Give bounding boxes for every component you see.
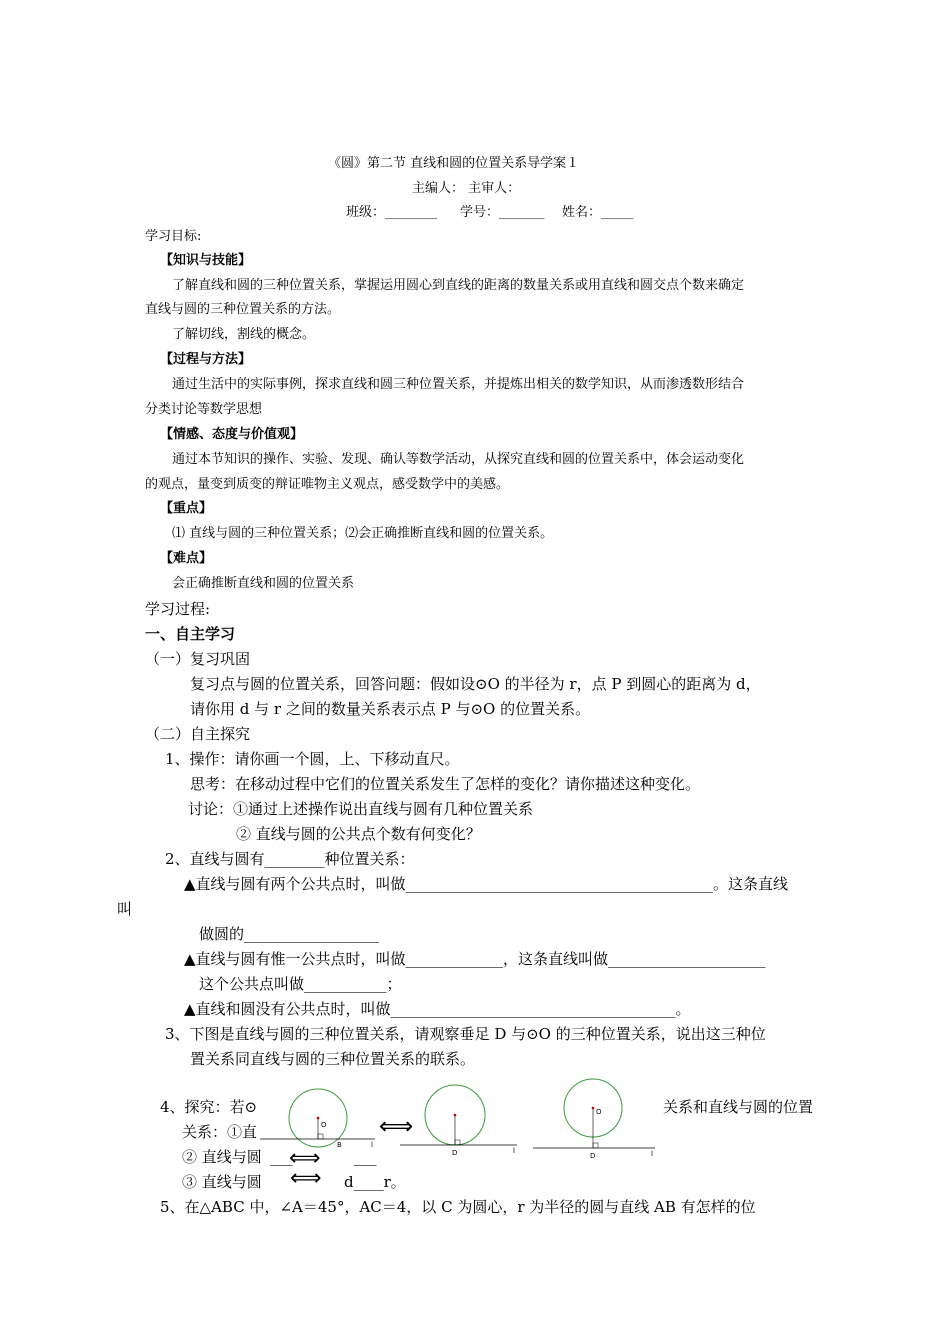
label-b-1: B: [337, 1141, 342, 1149]
right-angle-3: [593, 1143, 598, 1148]
figure-panel-separate: [533, 1079, 655, 1160]
question-4-line3: ② 直线与圆: [182, 1148, 262, 1166]
label-d-2: D: [452, 1149, 458, 1157]
question-2: 2、直线与圆有________种位置关系：: [165, 850, 415, 868]
objectives-heading: 学习目标:: [145, 229, 202, 244]
question-1-think: 思考：在移动过程中它们的位置关系发生了怎样的变化？请你描述这种变化。: [190, 775, 701, 793]
label-l-3: l: [651, 1150, 653, 1158]
page-title: 《圆》第二节 直线和圆的位置关系导学案１: [328, 156, 580, 171]
process-method-text: 通过生活中的实际事例，探求直线和圆三种位置关系，并提炼出相关的数学知识，从而渗透数形结合: [172, 377, 745, 392]
label-o-3: O: [596, 1108, 602, 1116]
question-4-right: 关系和直线与圆的位置: [663, 1098, 814, 1116]
figure-panel-tangent: [400, 1085, 517, 1157]
label-d-3: D: [590, 1152, 596, 1160]
question-4-d-r: d____r。: [344, 1173, 406, 1191]
question-2-secant-line: 做圆的__________________: [199, 925, 380, 943]
double-arrow-icon-3: ⟺: [290, 1166, 322, 1191]
knowledge-text: 了解直线和圆的三种位置关系，掌握运用圆心到直线的距离的数量关系或用直线和圆交点个数来确定: [172, 278, 745, 293]
knowledge-text-cont: 直线与圆的三种位置关系的方法。: [145, 302, 341, 317]
question-4-line2: 关系：①直: [182, 1123, 258, 1141]
label-l-1: l: [371, 1141, 373, 1149]
question-5: 5、在△ABC 中，∠A＝45°，AC＝4，以 C 为圆心，r 为半径的圆与直线 AB 有怎样的位: [160, 1198, 756, 1216]
class-field: 班级：________: [346, 205, 438, 220]
question-2-wrap: 叫: [117, 900, 133, 918]
line-circle-figure: [255, 1075, 675, 1171]
label-o-1: O: [321, 1121, 327, 1129]
question-4-line4: ③ 直线与圆: [182, 1173, 262, 1191]
emotion-heading: 【情感、态度与价值观】: [160, 427, 304, 442]
emotion-text: 通过本节知识的操作、实验、发现、确认等数学活动，从探究直线和圆的位置关系中，体会运动变化: [172, 452, 745, 467]
editors-line: 主编人： 主审人：: [412, 181, 521, 196]
question-2-secant: ▲直线与圆有两个公共点时，叫做_________________________________________。这条直线: [184, 875, 789, 893]
question-2-separate: ▲直线和圆没有公共点时，叫做______________________________________。: [184, 1000, 691, 1018]
question-3-cont: 置关系同直线与圆的三种位置关系的联系。: [190, 1050, 476, 1068]
part-review: （一）复习巩固: [145, 650, 251, 668]
key-point-text: ⑴ 直线与圆的三种位置关系；⑵会正确推断直线和圆的位置关系。: [172, 526, 554, 541]
section-self-study: 一、自主学习: [145, 625, 236, 643]
question-1-discuss: 讨论：①通过上述操作说出直线与圆有几种位置关系: [188, 800, 534, 818]
double-arrow-icon-1: ⟺: [379, 1112, 414, 1140]
difficulty-heading: 【难点】: [160, 551, 213, 566]
question-4-blank-2: ___: [354, 1148, 377, 1166]
key-point-heading: 【重点】: [160, 501, 213, 516]
knowledge-text-2: 了解切线，割线的概念。: [172, 327, 316, 342]
question-4: 4、探究：若⊙: [160, 1098, 258, 1116]
right-angle-1: [318, 1134, 323, 1139]
center-point-2: [454, 1114, 457, 1117]
question-1-discuss-2: ② 直线与圆的公共点个数有何变化？: [236, 825, 481, 843]
center-point-1: [317, 1117, 320, 1120]
question-2-tangent: ▲直线与圆有惟一公共点时，叫做_____________，这条直线叫做_____________________: [184, 950, 766, 968]
question-2-tangent-point: 这个公共点叫做___________；: [199, 975, 402, 993]
review-question-cont: 请你用 d 与 r 之间的数量关系表示点 P 与⊙O 的位置关系。: [190, 700, 591, 718]
process-method-text-cont: 分类讨论等数学思想: [145, 402, 263, 417]
student-name-field: 姓名：_____: [562, 205, 634, 220]
process-method-heading: 【过程与方法】: [160, 352, 252, 367]
student-number-field: 学号：_______: [460, 205, 545, 220]
label-l-2: l: [513, 1147, 515, 1155]
review-question: 复习点与圆的位置关系，回答问题：假如设⊙O 的半径为 r，点 P 到圆心的距离为 d，: [190, 675, 761, 693]
question-1: 1、操作：请你画一个圆，上、下移动直尺。: [165, 750, 460, 768]
difficulty-text: 会正确推断直线和圆的位置关系: [172, 576, 355, 591]
question-3: 3、下图是直线与圆的三种位置关系，请观察垂足 D 与⊙O 的三种位置关系，说出这三种位: [165, 1025, 766, 1043]
process-heading: 学习过程:: [145, 600, 211, 618]
part-explore: （二）自主探究: [145, 725, 251, 743]
figure-panel-secant: [260, 1089, 375, 1149]
question-4-blank-1: ___: [270, 1148, 293, 1166]
knowledge-heading: 【知识与技能】: [160, 253, 252, 268]
double-arrow-icon-2: ⟺: [289, 1146, 321, 1171]
emotion-text-cont: 的观点，量变到质变的辩证唯物主义观点，感受数学中的美感。: [145, 477, 510, 492]
center-point-3: [592, 1107, 595, 1110]
